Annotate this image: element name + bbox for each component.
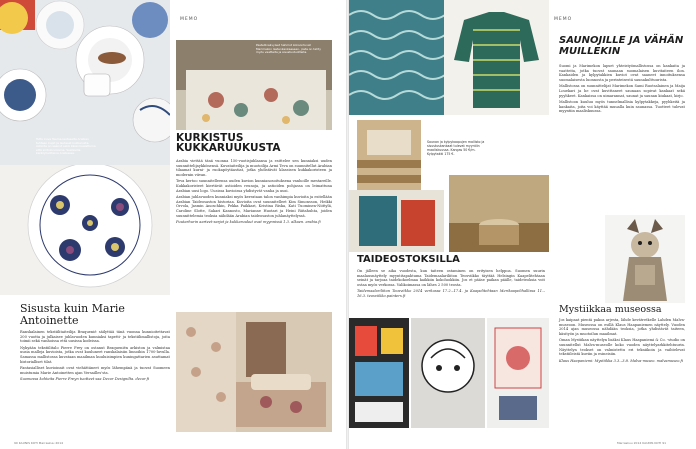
memo-label-right: MEMO [554, 17, 573, 22]
antoinette-room-photo [176, 312, 332, 432]
robe-illustration [444, 0, 549, 115]
left-page [0, 0, 347, 449]
mystic-footer: Klaus Haapaniemi: Mystiikka 3.3.–3.8. Malva-museo. malvamuseo.fi [559, 358, 683, 363]
art-illustration-3 [487, 318, 549, 428]
sauna-paragraph: Mallistossa on suunnittelijat Marimekon Sami Ruotsalainen ja Maija Louekari ja he ovat kuvittaneet saunaan sopivat kankaat sekä pyyhkeet. Kankaissa on uimarannat, saunat ja saunan kiukaat, kirjo. [559, 84, 685, 98]
left-page-footer: 90 KAUNIS KOTI Marraskuu 2014 [14, 441, 64, 445]
antoinette-heading: Sisusta kuin Marie Antoinette [20, 302, 125, 327]
art-illustration-2 [411, 318, 485, 428]
antoinette-paragraph: Nykyään tekstiilitalo Pierre Frey on ostanut Braquenién arkiston ja valmistaa uusia malleja kuvioista, jotka ovat kuuluneet ranskalaisiin linnoihin 1700-luvulla. Samassa mallistossa kuvataan maailman kuuluisimpien kuningattarien asuttamat historialliset tilat. [20, 345, 170, 364]
plate-photo [0, 165, 170, 295]
kukkaruukku-heading: KURKISTUS KUKKARUUKUSTA [176, 132, 281, 154]
sauna-paragraph: Mallistoon kuuluu myös tunnelmallisia kylpytakkeja, pyyhkeitä ja kankaita, joita voi käyttää muualla kuin saunassa. Tuotteet tulevat myyntiin maaliskuussa. [559, 100, 685, 114]
art-photo-3 [487, 318, 549, 428]
right-page [349, 0, 696, 449]
art-paragraph: On jälleen se aika vuodesta, kun taiteen ostaminen on erityisen helppoa. Suomen suurin maalausnäyttely myyntitapahtuma Taidemaalariliiton Teosviikko täyttää Helsingin Kaapelitehtaan seinät ja tarjoaa taidekokoelmaa kaikkiin kokoluokkiin. Jos et pääse paikan päälle, taideteoksia voit ostaa myös verkossa. Valikoimassa on lähes 2 500 teosta. [357, 269, 545, 287]
sauna-caption: Saunan ja kylpykaapujen mallisto ja sisustuskankaat tulevat myyntiin maaliskuussa. Kangas 50 €/m. Kylpytakki 175 €. [427, 140, 485, 156]
antoinette-paragraph: Fantasialliset kuvioinnit ovat viehättäneet myös lähempänä ja tuovat Suomeen muistumia Marie Antoinetten ajan Versailles'sta. [20, 366, 170, 375]
mystic-heading: Mystiikkaa museossa [559, 304, 662, 315]
kukkaruukku-paragraph: Arabian juhlavuoden kunniaksi myös kerrataan talon vanhimpia kuvioita ja esitellään Arabian Taideosaston historiaa. Kuvioita ovat suunnitelleet Kim Simonsson, Heikki Orvola, Jasmin Anoschkin, Pekka Paikkari, Kristina Riska, Kati Tuominen-Niittylä, Caroline Slotte, Sakari Kannosto, Marianne Huotari ja Heini Riitahuhta, joiden suunnittelemia teoksia nähdään Arabian taideosaston juhlanäyttelyssä. [176, 195, 332, 218]
mystic-body [559, 318, 685, 365]
bucket-photo [449, 175, 549, 252]
kukkaruukku-paragraph: Teva kertoo suunnitelleensa uuden kuvion kunnianosoituksena vanhoille mestareille. Kukkakoristeet kiertävät astioiden reunoja, ja astioiden pohjassa on leimattuna Arabian uusi logo. Uusissa kuvioissa yhdistyvät vanha ja uusi. [176, 179, 332, 193]
sauna-heading: SAUNOJILLE JA VÄHÄN MUILLEKIN [559, 35, 684, 57]
sauna-fabric-illustration [349, 0, 444, 115]
antoinette-paragraph: Ranskalainen tekstiilitaiteilija Braquenié säilyttää tänä vuonna kunnioitettavat 200 vuotta ja julkaisee juhlavuoden kunniaksi tapetti- ja tekstiilimallistoja, joita toimii sekä vanhoissa että uusissa kodeissa. [20, 330, 170, 344]
art-body [357, 269, 545, 301]
sauna-robe-photo [444, 0, 549, 115]
mystic-paragraph: Oman Mystiikan näyttelyn lisäksi Klaus Haapaniemi & Co. -studio on suunnitellut Malva-museolle koko vuoden näyttelyarkkitehtuurin. Näyttelyn teokset on valmistettu eri tekniikoin ja vaihtelevat tekstiileistä kuviin ja esineisiin. [559, 338, 685, 357]
sauna-fabric-photo [349, 0, 444, 115]
art-heading: TAIDEOSTOKSILLA [357, 254, 460, 265]
mystic-figure-photo [605, 215, 685, 303]
art-illustration-1 [349, 318, 409, 428]
towel-illustration [349, 190, 444, 252]
right-page-footer: Marraskuu 2014 KAUNIS KOTI 91 [617, 441, 667, 445]
plate-illustration [0, 165, 170, 295]
towel-photo [349, 190, 444, 252]
kukkaruukku-paragraph: Arabia viettää tänä vuonna 150-vuotisjuhlaansa ja esittelee sen kunniaksi uuden suunnittelijaykkönensä. Kuvataiteilija ja muotoilija Armi Teva on suunnitellut Arabian tilaamat kurni- ja ruokapöytäastiat, jotka yhdistävät klassisen kukkakoristeen ja modernin viivan. [176, 159, 332, 177]
art-photo-2 [411, 318, 485, 428]
kukkaruukku-footer: Puutarhurin aarteet-sarjat ja kukkaruukut ovat myynnissä 1.3. alkaen. arabia.fi [176, 220, 321, 225]
bucket-illustration [449, 175, 549, 252]
sauna-bench-illustration [357, 120, 421, 190]
sauna-bench-photo [357, 120, 421, 190]
tableware-caption: Tuttu kuva Teema-lautaselta Arabian tehtaan kupit ja lautaset kukkarusta. Astioita on saanut sekä käsinmaalattuina että siirtokuvioisina. Saatavilla keräilytuotteina Arabiassa. [36, 137, 96, 155]
tableware-photo [0, 0, 170, 165]
sauna-body [559, 64, 685, 116]
art-footer: Taidemaalariliiton Teosviikko 2014 verkossa 17.2.–17.4. ja Kaapelitehtaan Merikaapelihallissa 11.–16.3. teosviikko.painters.fi [357, 289, 545, 298]
fabric-caption: Pastellinsävyiset hahmot kokoontuvat Marimekon lastenkankaaseen, josta on tehty myös vaatteita ja sisustustuotteita. [256, 43, 321, 54]
fabric-photo [176, 40, 332, 130]
kukkaruukku-body [176, 159, 332, 227]
antoinette-body [20, 330, 170, 384]
sauna-paragraph: Suomi ja Marimekon lapset yhteistyömallistossa on kankaita ja vaatteita, jotka tuovat saunaan suomalaisen kuvitaiteen ilon. Kankaiden ja kylpytakkien kuviot ovat saaneet innoituksensa suomalaisesta luonnosta ja perinteisestä saunakulttuurista. [559, 64, 685, 82]
art-photo-1 [349, 318, 409, 428]
mystic-figure-illustration [605, 215, 685, 303]
memo-label-left: MEMO [180, 17, 199, 22]
room-illustration [176, 312, 332, 432]
antoinette-footer: Suomessa kohteita Pierre Freyn tuotteet saa Decor Designilta. decor.fi [20, 377, 149, 382]
mystic-paragraph: Jos kaipaat pientä pakoa arjesta, lähde kevätretkelle Lahden Malva-museoon. Museossa on esillä Klaus Haapaniemen näyttely. Vuoden 2014 ajan museossa nähdään teoksia, jotka yhdistävät taiteen, käsityön ja muotoilun maailmat. [559, 318, 685, 336]
